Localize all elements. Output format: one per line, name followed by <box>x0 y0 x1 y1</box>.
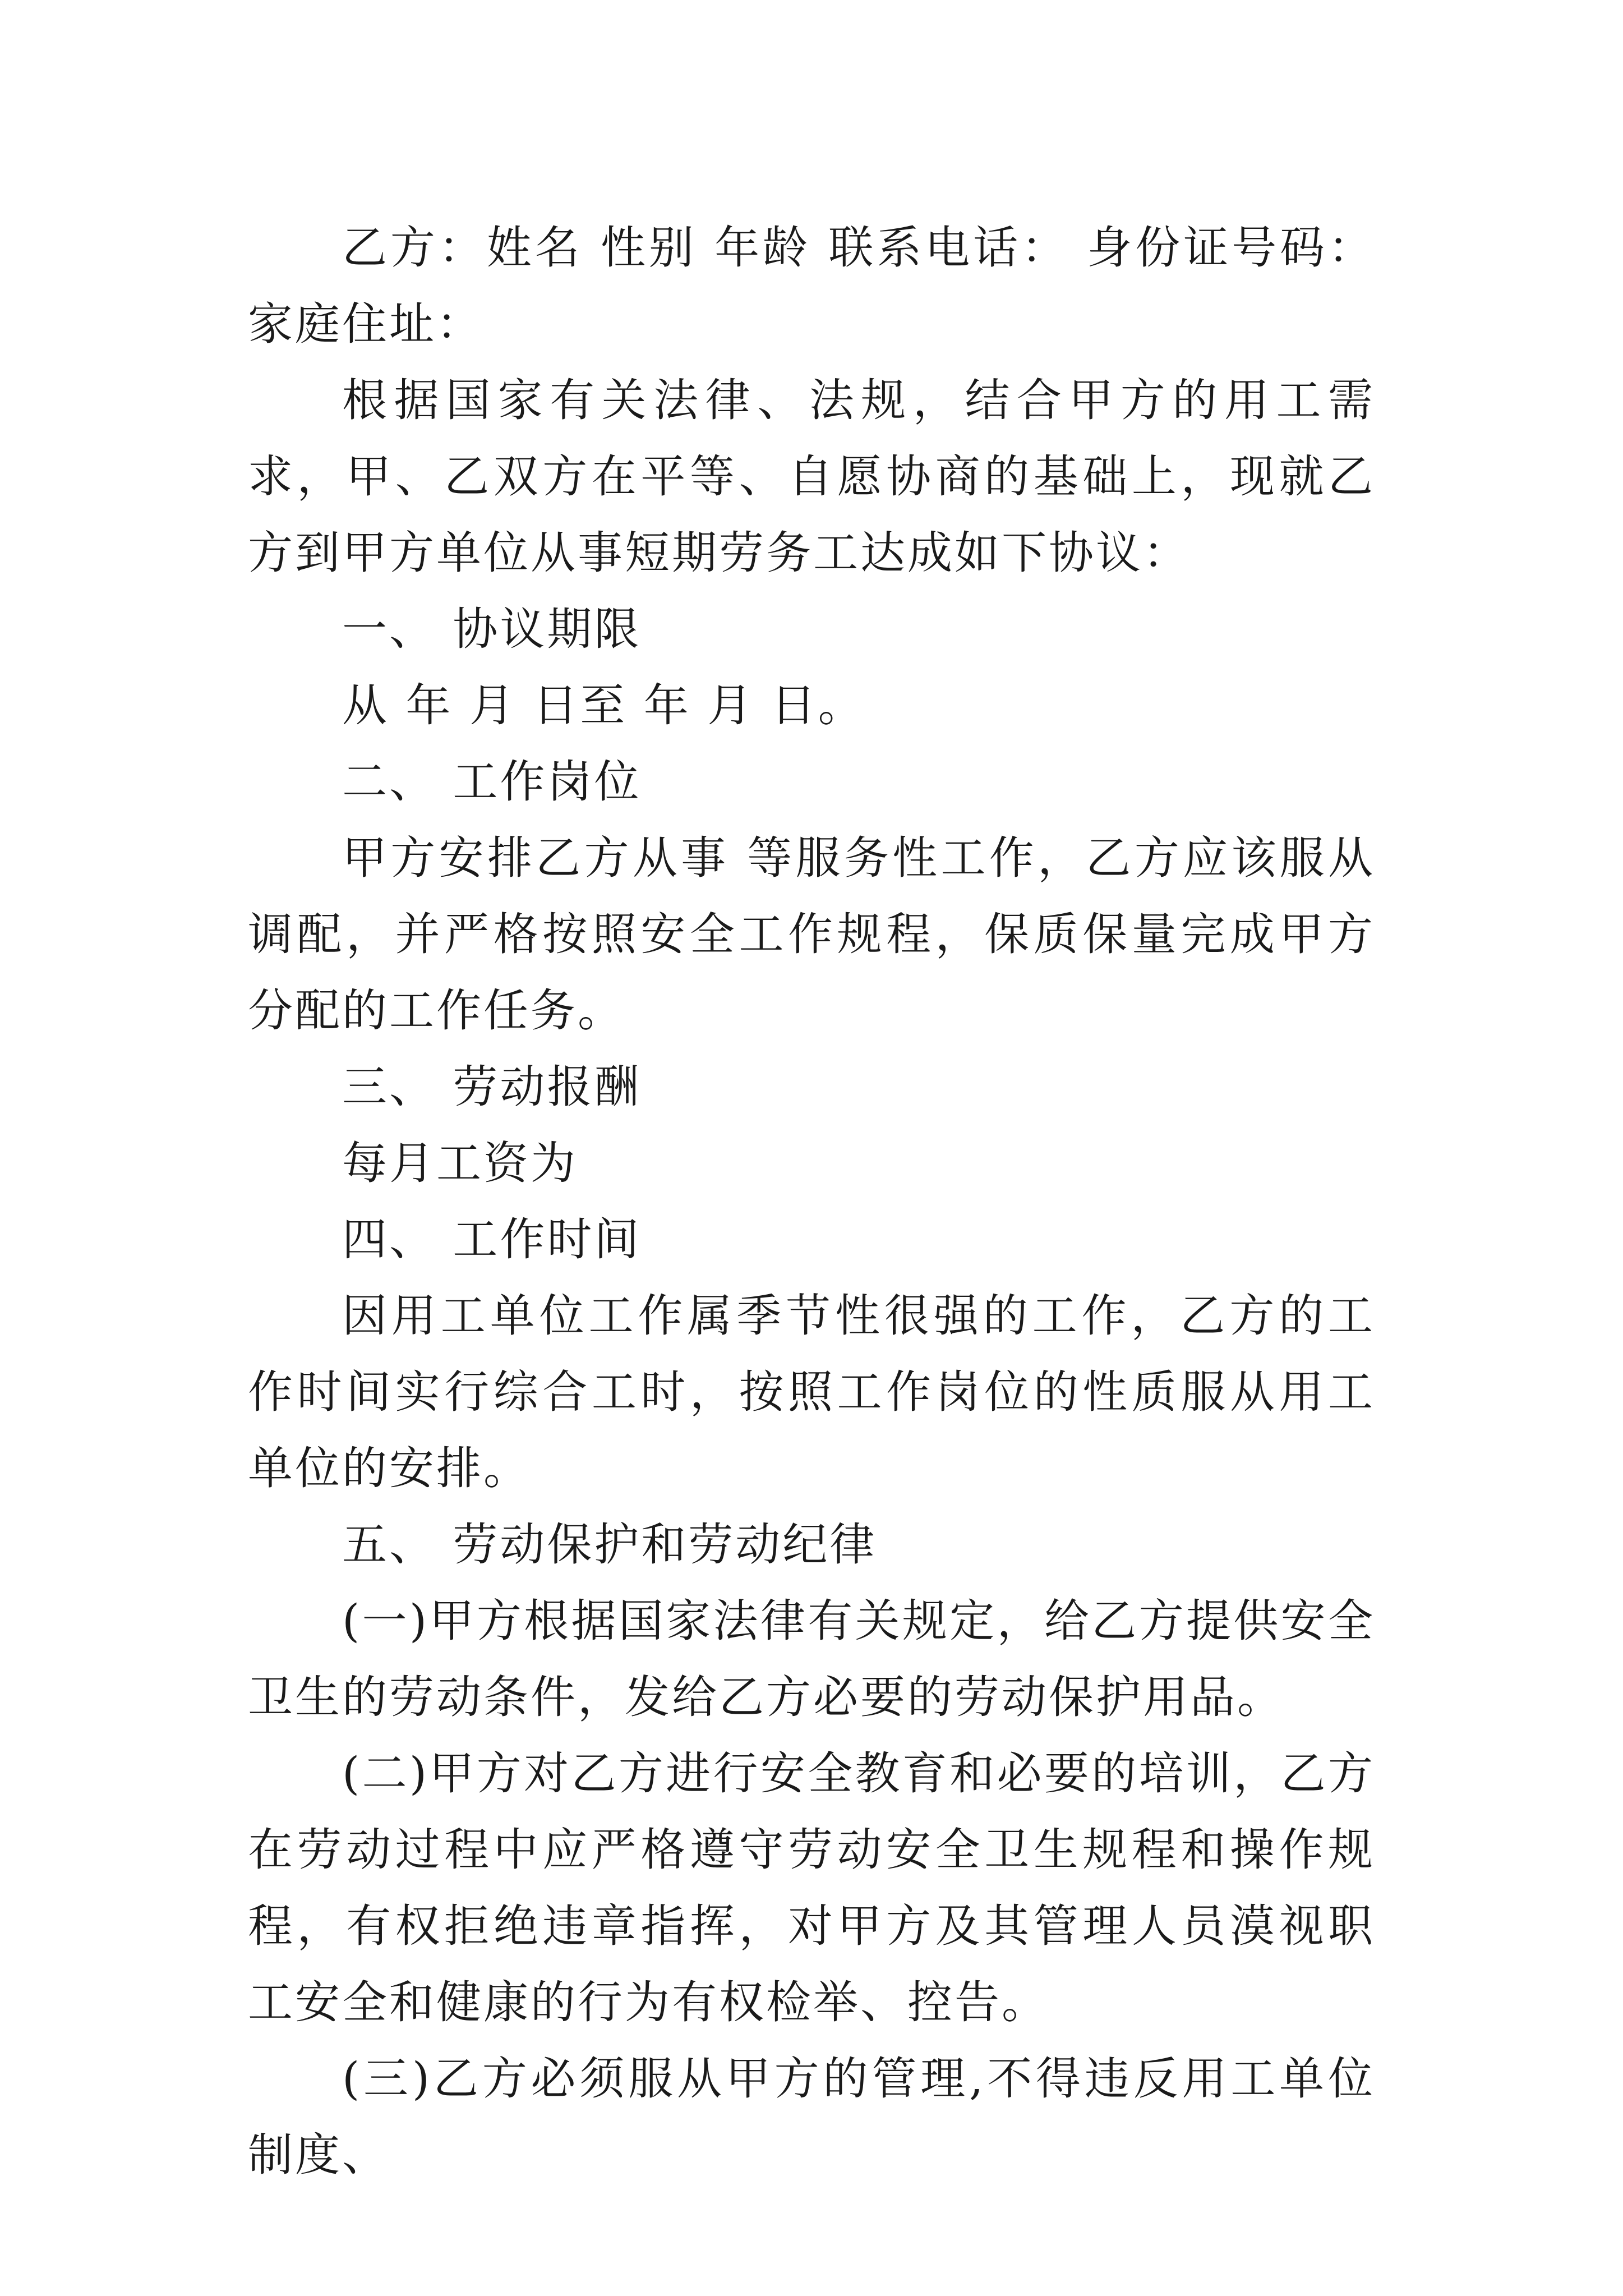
section-heading-position: 二、 工作岗位 <box>342 756 642 808</box>
document-body <box>248 210 1375 2193</box>
section-heading-pay: 三、 劳动报酬 <box>342 1061 642 1113</box>
hours-paragraph: 因用工单位工作属季节性很强的工作，乙方的工作时间实行综合工时，按照工作岗位的性质服从用工单位的安排。 <box>248 1290 1375 1494</box>
position-paragraph: 甲方安排乙方从事 等服务性工作，乙方应该服从调配，并严格按照安全工作规程，保质保量完成甲方分配的工作任务。 <box>248 832 1375 1037</box>
section-heading-hours: 四、 工作时间 <box>342 1213 642 1266</box>
party-b-info: 乙方：姓名 性别 年龄 联系电话： 身份证号码： 家庭住址： <box>248 222 1375 350</box>
protection-item-2: (二)甲方对乙方进行安全教育和必要的培训，乙方在劳动过程中应严格遵守劳动安全卫生规程和操作规程，有权拒绝违章指挥，对甲方及其管理人员漠视职工安全和健康的行为有权检举、控告。 <box>248 1747 1375 2028</box>
section-heading-protection: 五、 劳动保护和劳动纪律 <box>342 1519 877 1571</box>
protection-item-3: (三)乙方必须服从甲方的管理,不得违反用工单位制度、 <box>248 2053 1375 2181</box>
section-heading-term: 一、 协议期限 <box>342 603 642 655</box>
protection-item-1: (一)甲方根据国家法律有关规定，给乙方提供安全卫生的劳动条件，发给乙方必要的劳动保护用品。 <box>248 1595 1375 1723</box>
pay-paragraph: 每月工资为 <box>342 1137 578 1189</box>
term-paragraph: 从 年 月 日至 年 月 日。 <box>342 679 865 731</box>
preamble-paragraph: 根据国家有关法律、法规，结合甲方的用工需求，甲、乙双方在平等、自愿协商的基础上，现就乙方到甲方单位从事短期劳务工达成如下协议： <box>248 374 1375 579</box>
